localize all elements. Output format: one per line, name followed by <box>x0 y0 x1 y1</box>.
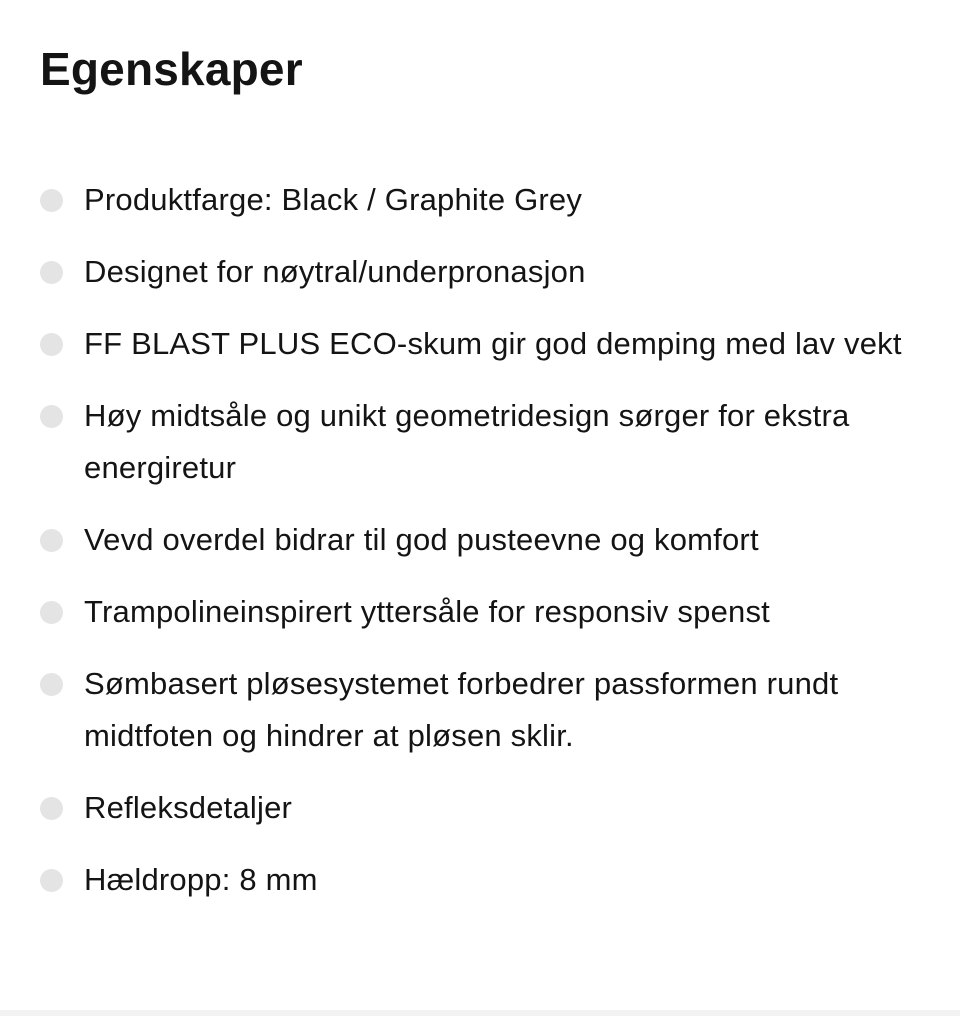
bullet-dot-icon <box>40 601 63 624</box>
feature-text: Produktfarge: Black / Graphite Grey <box>84 182 583 217</box>
list-item <box>40 174 940 226</box>
list-item <box>40 854 940 906</box>
list-item <box>40 782 940 834</box>
feature-text: FF BLAST PLUS ECO-skum gir god demping med lav vekt <box>84 326 902 361</box>
bullet-dot-icon <box>40 261 63 284</box>
feature-text: Trampolineinspirert yttersåle for responsiv spenst <box>84 594 770 629</box>
features-list <box>40 174 940 926</box>
list-item <box>40 658 940 762</box>
bullet-dot-icon <box>40 333 63 356</box>
list-item <box>40 514 940 566</box>
bullet-dot-icon <box>40 673 63 696</box>
list-item <box>40 318 940 370</box>
list-item <box>40 246 940 298</box>
bullet-dot-icon <box>40 797 63 820</box>
feature-text: Sømbasert pløsesystemet forbedrer passformen rundt midtfoten og hindrer at pløsen sklir. <box>84 666 839 753</box>
bullet-dot-icon <box>40 405 63 428</box>
list-item <box>40 586 940 638</box>
section-title: Egenskaper <box>40 43 303 95</box>
list-item <box>40 390 940 494</box>
section-divider <box>0 1010 960 1016</box>
feature-text: Refleksdetaljer <box>84 790 293 825</box>
feature-text: Høy midtsåle og unikt geometridesign sørger for ekstra energiretur <box>84 398 850 485</box>
feature-text: Hældropp: 8 mm <box>84 862 318 897</box>
bullet-dot-icon <box>40 869 63 892</box>
bullet-dot-icon <box>40 529 63 552</box>
feature-text: Vevd overdel bidrar til god pusteevne og komfort <box>84 522 759 557</box>
feature-text: Designet for nøytral/underpronasjon <box>84 254 586 289</box>
bullet-dot-icon <box>40 189 63 212</box>
